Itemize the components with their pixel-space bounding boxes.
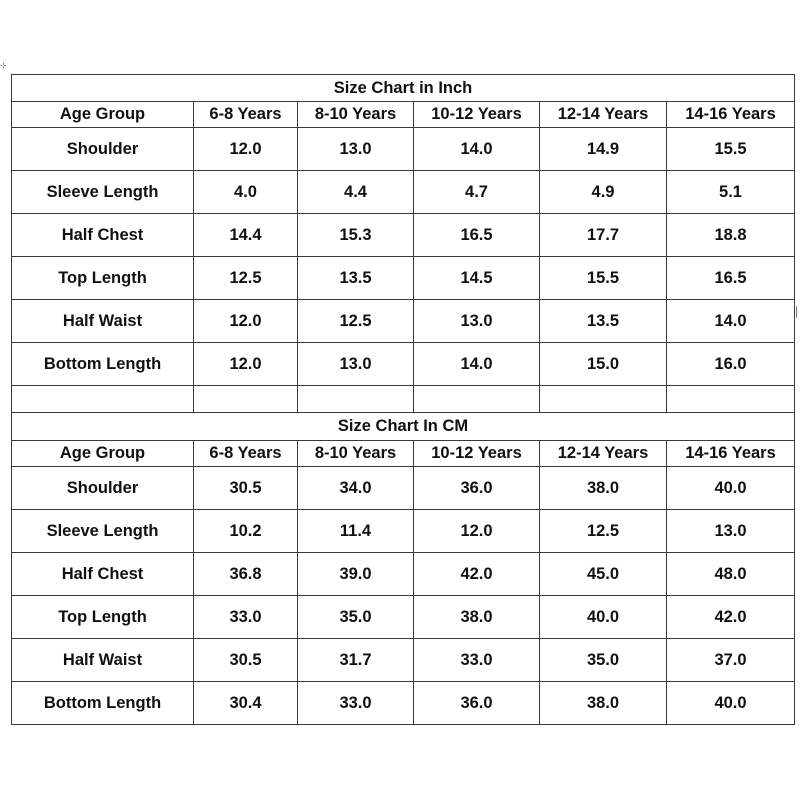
value-cell: 14.4 bbox=[194, 214, 298, 257]
empty-cell[interactable] bbox=[540, 386, 667, 413]
blank-row bbox=[12, 386, 795, 413]
value-cell: 15.5 bbox=[667, 128, 795, 171]
value-cell: 40.0 bbox=[667, 682, 795, 725]
value-cell: 45.0 bbox=[540, 553, 667, 596]
value-cell: 39.0 bbox=[298, 553, 414, 596]
value-cell: 30.4 bbox=[194, 682, 298, 725]
value-cell: 37.0 bbox=[667, 639, 795, 682]
value-cell: 35.0 bbox=[298, 596, 414, 639]
empty-cell[interactable] bbox=[298, 386, 414, 413]
value-cell: 42.0 bbox=[414, 553, 540, 596]
header-cell: Age Group bbox=[12, 441, 194, 467]
table-row bbox=[12, 553, 795, 596]
value-cell: 42.0 bbox=[667, 596, 795, 639]
empty-cell[interactable] bbox=[414, 386, 540, 413]
header-cell: 10-12 Years bbox=[414, 102, 540, 128]
table-row bbox=[12, 128, 795, 171]
value-cell: 33.0 bbox=[298, 682, 414, 725]
value-cell: 16.0 bbox=[667, 343, 795, 386]
table-row bbox=[12, 510, 795, 553]
header-cell: 12-14 Years bbox=[540, 441, 667, 467]
table-row bbox=[12, 257, 795, 300]
value-cell: 11.4 bbox=[298, 510, 414, 553]
value-cell: 15.3 bbox=[298, 214, 414, 257]
table-row bbox=[12, 639, 795, 682]
value-cell: 12.0 bbox=[414, 510, 540, 553]
value-cell: 38.0 bbox=[414, 596, 540, 639]
size-chart-table bbox=[11, 74, 795, 725]
value-cell: 15.5 bbox=[540, 257, 667, 300]
table-row bbox=[12, 171, 795, 214]
table-row bbox=[12, 343, 795, 386]
value-cell: 12.0 bbox=[194, 343, 298, 386]
inch-header-row bbox=[12, 102, 795, 128]
header-cell: 14-16 Years bbox=[667, 441, 795, 467]
value-cell: 4.9 bbox=[540, 171, 667, 214]
row-label: Sleeve Length bbox=[12, 171, 194, 214]
row-label: Half Chest bbox=[12, 553, 194, 596]
value-cell: 30.5 bbox=[194, 639, 298, 682]
empty-cell[interactable] bbox=[667, 386, 795, 413]
value-cell: 18.8 bbox=[667, 214, 795, 257]
value-cell: 38.0 bbox=[540, 467, 667, 510]
table-row bbox=[12, 467, 795, 510]
value-cell: 12.5 bbox=[194, 257, 298, 300]
cm-header-row bbox=[12, 441, 795, 467]
header-cell: Age Group bbox=[12, 102, 194, 128]
table-row bbox=[12, 214, 795, 257]
value-cell: 14.0 bbox=[667, 300, 795, 343]
header-cell: 14-16 Years bbox=[667, 102, 795, 128]
value-cell: 14.0 bbox=[414, 128, 540, 171]
value-cell: 38.0 bbox=[540, 682, 667, 725]
value-cell: 14.9 bbox=[540, 128, 667, 171]
value-cell: 33.0 bbox=[414, 639, 540, 682]
value-cell: 12.0 bbox=[194, 128, 298, 171]
row-label: Top Length bbox=[12, 257, 194, 300]
value-cell: 13.0 bbox=[414, 300, 540, 343]
value-cell: 17.7 bbox=[540, 214, 667, 257]
value-cell: 48.0 bbox=[667, 553, 795, 596]
inch-table-title: Size Chart in Inch bbox=[12, 75, 795, 102]
value-cell: 16.5 bbox=[667, 257, 795, 300]
table-row bbox=[12, 682, 795, 725]
row-label: Half Chest bbox=[12, 214, 194, 257]
value-cell: 40.0 bbox=[540, 596, 667, 639]
value-cell: 12.5 bbox=[298, 300, 414, 343]
row-label: Bottom Length bbox=[12, 343, 194, 386]
value-cell: 14.5 bbox=[414, 257, 540, 300]
cm-title-row bbox=[12, 413, 795, 441]
value-cell: 15.0 bbox=[540, 343, 667, 386]
value-cell: 13.0 bbox=[298, 128, 414, 171]
header-cell: 10-12 Years bbox=[414, 441, 540, 467]
value-cell: 10.2 bbox=[194, 510, 298, 553]
value-cell: 36.0 bbox=[414, 467, 540, 510]
value-cell: 14.0 bbox=[414, 343, 540, 386]
value-cell: 13.5 bbox=[540, 300, 667, 343]
value-cell: 5.1 bbox=[667, 171, 795, 214]
value-cell: 30.5 bbox=[194, 467, 298, 510]
value-cell: 12.5 bbox=[540, 510, 667, 553]
value-cell: 4.7 bbox=[414, 171, 540, 214]
table-row bbox=[12, 596, 795, 639]
value-cell: 40.0 bbox=[667, 467, 795, 510]
row-label: Half Waist bbox=[12, 639, 194, 682]
value-cell: 13.5 bbox=[298, 257, 414, 300]
header-cell: 8-10 Years bbox=[298, 102, 414, 128]
row-label: Half Waist bbox=[12, 300, 194, 343]
value-cell: 16.5 bbox=[414, 214, 540, 257]
value-cell: 4.4 bbox=[298, 171, 414, 214]
empty-cell[interactable] bbox=[194, 386, 298, 413]
header-cell: 12-14 Years bbox=[540, 102, 667, 128]
table-move-handle-icon[interactable]: ⊹ bbox=[0, 61, 7, 70]
value-cell: 36.0 bbox=[414, 682, 540, 725]
table-row bbox=[12, 300, 795, 343]
value-cell: 33.0 bbox=[194, 596, 298, 639]
value-cell: 13.0 bbox=[667, 510, 795, 553]
header-cell: 6-8 Years bbox=[194, 102, 298, 128]
header-cell: 8-10 Years bbox=[298, 441, 414, 467]
row-label: Shoulder bbox=[12, 128, 194, 171]
header-cell: 6-8 Years bbox=[194, 441, 298, 467]
row-label: Sleeve Length bbox=[12, 510, 194, 553]
row-label: Bottom Length bbox=[12, 682, 194, 725]
page-edge-marker bbox=[796, 306, 797, 318]
value-cell: 12.0 bbox=[194, 300, 298, 343]
value-cell: 4.0 bbox=[194, 171, 298, 214]
value-cell: 36.8 bbox=[194, 553, 298, 596]
cm-table-title: Size Chart In CM bbox=[12, 413, 795, 441]
value-cell: 31.7 bbox=[298, 639, 414, 682]
value-cell: 34.0 bbox=[298, 467, 414, 510]
row-label: Shoulder bbox=[12, 467, 194, 510]
empty-cell[interactable] bbox=[12, 386, 194, 413]
value-cell: 13.0 bbox=[298, 343, 414, 386]
inch-title-row bbox=[12, 75, 795, 102]
value-cell: 35.0 bbox=[540, 639, 667, 682]
row-label: Top Length bbox=[12, 596, 194, 639]
